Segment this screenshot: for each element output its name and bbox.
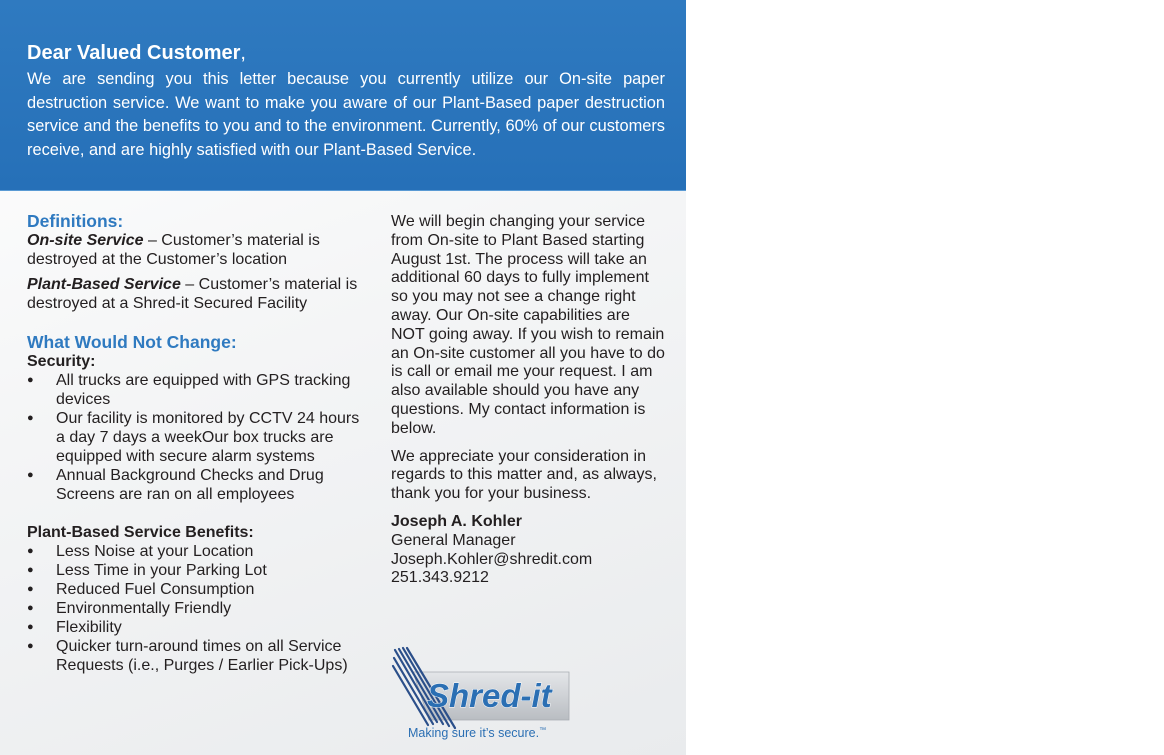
signature-name: Joseph A. Kohler: [391, 512, 522, 530]
logo-wordmark: Shred-it: [427, 677, 552, 714]
list-item: ● Reduced Fuel Consumption: [27, 580, 362, 599]
right-column: [391, 213, 666, 588]
definition-plant-based: Plant-Based Service – Customer’s material is destroyed at a Shred-it Secured Facility: [27, 276, 358, 312]
security-subheading: Security:: [27, 353, 96, 370]
list-item: ● Annual Background Checks and Drug Screens are ran on all employees: [27, 466, 362, 504]
list-item: ● Flexibility: [27, 618, 362, 637]
list-item: ● Our facility is monitored by CCTV 24 hours a day 7 days a weekOur box trucks are equipped with secure alarm systems: [27, 409, 362, 466]
benefits-heading: Plant-Based Service Benefits:: [27, 524, 254, 541]
header-banner: [0, 0, 686, 191]
list-item: ● Less Noise at your Location: [27, 542, 362, 561]
logo-tagline: Making sure it’s secure.™: [408, 726, 547, 740]
security-list: [27, 371, 362, 504]
list-item: ● All trucks are equipped with GPS tracking devices: [27, 371, 362, 409]
list-item: ● Less Time in your Parking Lot: [27, 561, 362, 580]
body-paragraph-2: We appreciate your consideration in regards to this matter and, as always, thank you for your business.: [391, 447, 657, 503]
definitions-heading: Definitions:: [27, 211, 124, 231]
benefits-list: [27, 542, 362, 675]
no-change-heading: What Would Not Change:: [27, 332, 237, 352]
signature-phone: 251.343.9212: [391, 569, 489, 587]
left-column: [27, 212, 362, 675]
list-item: ● Environmentally Friendly: [27, 599, 362, 618]
body-paragraph-1: We will begin changing your service from On-site to Plant Based starting August 1st. The process will take an additional 60 days to fully implement so you may not see a change right away. Our On-site capabilities are NOT going away. If you wish to remain an On-site customer all you have to do is call or email me your request. I am also available should you have any questions. My contact information is below.: [391, 213, 665, 437]
definition-onsite: On-site Service – Customer’s material is destroyed at the Customer’s location: [27, 232, 320, 268]
signature-title: General Manager: [391, 531, 516, 549]
greeting: Dear Valued Customer,: [27, 42, 246, 64]
signature-email[interactable]: Joseph.Kohler@shredit.com: [391, 550, 593, 568]
list-item: ● Quicker turn-around times on all Service Requests (i.e., Purges / Earlier Pick-Ups): [27, 637, 362, 675]
intro-paragraph: We are sending you this letter because you currently utilize our On-site paper destruction service. We want to make you aware of our Plant-Based paper destruction service and the benefits to you and to the environment. Currently, 60% of our customers receive, and are highly satisfied with our Plant-Based Service.: [27, 70, 665, 159]
